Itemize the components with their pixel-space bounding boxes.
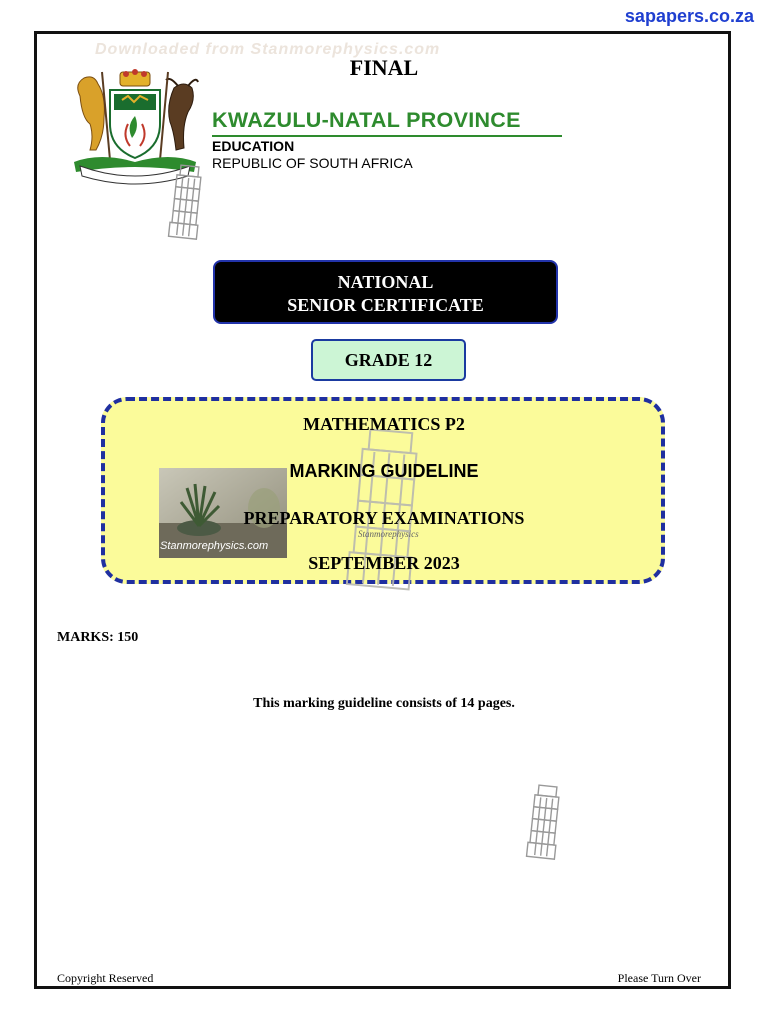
page-count-note: This marking guideline consists of 14 pages. [253, 696, 515, 711]
certificate-box [213, 260, 558, 324]
subject-title: MATHEMATICS P2 [303, 414, 465, 434]
photo-caption: Stanmorephysics.com [160, 540, 269, 552]
footer-turn-over: Please Turn Over [617, 971, 701, 985]
total-marks: MARKS: 150 [57, 630, 139, 645]
site-watermark: sapapers.co.za [624, 6, 754, 26]
certificate-line-2: SENIOR CERTIFICATE [287, 295, 484, 315]
exam-name: PREPARATORY EXAMINATIONS [243, 508, 525, 528]
stanmore-watermark: Stanmorephysics [358, 529, 419, 539]
exam-date: SEPTEMBER 2023 [308, 553, 460, 573]
document-type: MARKING GUIDELINE [289, 461, 479, 481]
department-name: EDUCATION [212, 138, 295, 154]
province-name: KWAZULU-NATAL PROVINCE [212, 108, 521, 132]
certificate-line-1: NATIONAL [337, 272, 434, 292]
grade-box: GRADE 12 [311, 339, 466, 381]
final-label: FINAL [349, 55, 419, 80]
leaning-tower-watermark-icon [165, 162, 209, 246]
country-name: REPUBLIC OF SOUTH AFRICA [212, 155, 413, 171]
footer-copyright: Copyright Reserved [57, 971, 154, 985]
leaning-tower-watermark-icon [523, 782, 567, 866]
download-watermark: Downloaded from Stanmorephysics.com [95, 41, 441, 58]
province-underline [212, 135, 562, 137]
